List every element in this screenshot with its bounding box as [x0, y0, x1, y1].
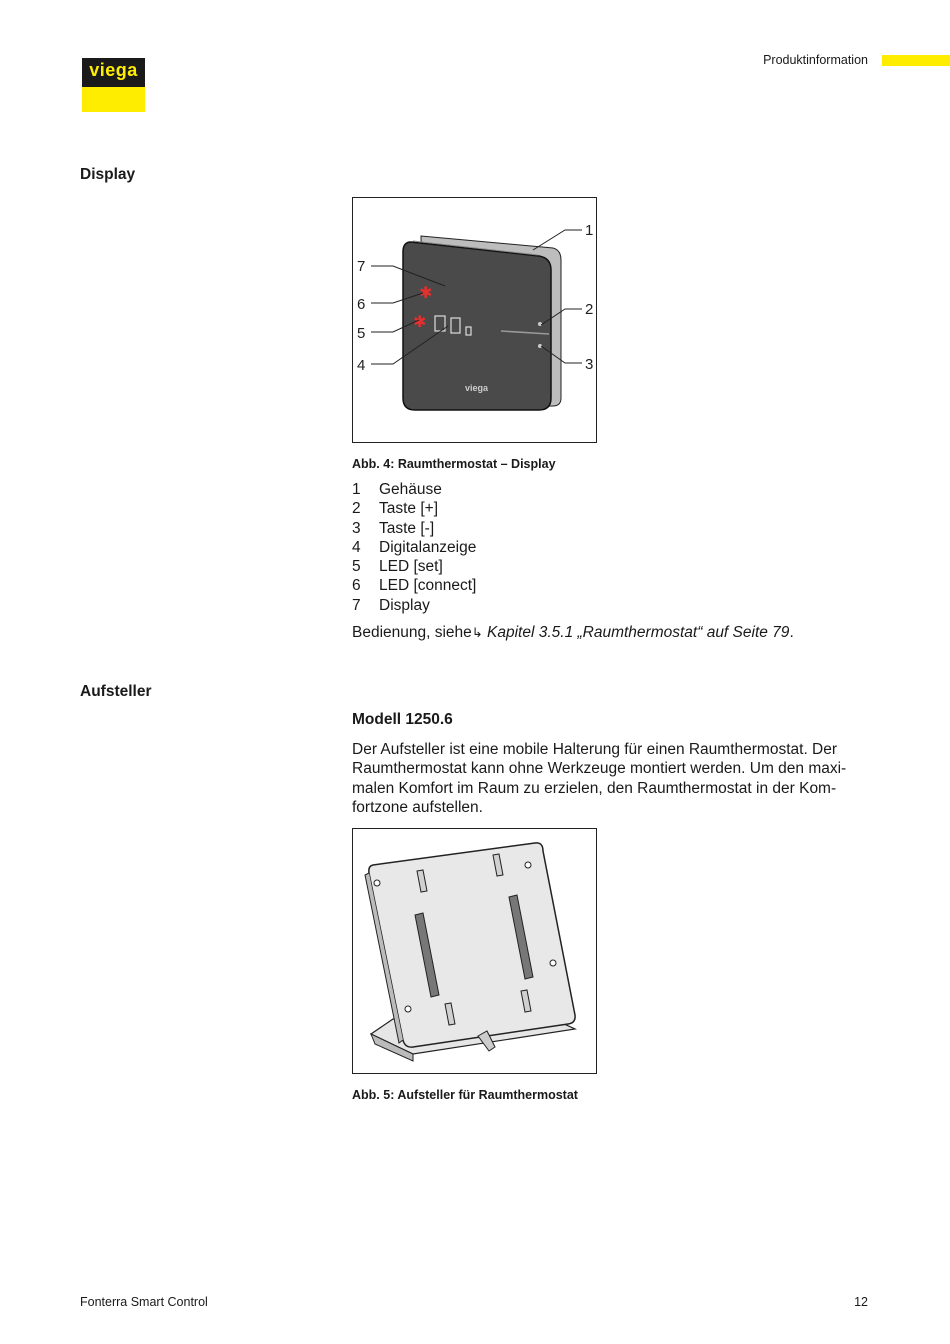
- callout-5: 5: [357, 325, 366, 342]
- logo-text: viega: [89, 60, 138, 80]
- viega-logo: [82, 58, 145, 112]
- reference-prefix: Bedienung, siehe: [352, 624, 472, 641]
- aufsteller-figure: [352, 828, 597, 1074]
- chapter-link[interactable]: Kapitel 3.5.1 „Raumthermostat“ auf Seite 79: [487, 624, 790, 641]
- legend-list: [352, 480, 476, 615]
- callout-1: 1: [585, 222, 594, 239]
- svg-text:✱: ✱: [419, 283, 433, 302]
- thermostat-display-figure: [352, 197, 597, 443]
- callout-6: 6: [357, 296, 366, 313]
- callout-3: 3: [585, 356, 594, 373]
- reference-line: Bedienung, siehe↳ Kapitel 3.5.1 „Raumthermostat“ auf Seite 79.: [352, 624, 794, 641]
- figure-5-caption: Abb. 5: Aufsteller für Raumthermostat: [352, 1088, 578, 1102]
- list-item: 7 Display: [352, 596, 430, 614]
- model-title: Modell 1250.6: [352, 711, 453, 728]
- header-yellow-bar: [882, 55, 950, 66]
- list-item: 3 Taste [-]: [352, 519, 435, 537]
- callout-4: 4: [357, 357, 366, 374]
- device-logo: viega: [465, 383, 489, 393]
- display-section-title: Display: [80, 166, 136, 183]
- list-item: 6 LED [connect]: [352, 577, 477, 595]
- footer-page-number: 12: [854, 1295, 868, 1309]
- callout-7: 7: [357, 258, 366, 275]
- link-arrow-icon: ↳: [471, 625, 483, 640]
- figure-4-caption: Abb. 4: Raumthermostat – Display: [352, 457, 556, 471]
- list-item: 1 Gehäuse: [352, 481, 442, 498]
- aufsteller-description: Der Aufsteller ist eine mobile Halterung für einen Raumthermostat. Der Raumthermostat kann ohne Werkzeuge montiert werden. Um den maxi- malen Komfort im Raum zu erzielen, den Raumthermostat in der Kom- fortzone aufstellen.: [352, 741, 847, 816]
- list-item: 5 LED [set]: [352, 558, 443, 576]
- thermostat-illustration: [353, 198, 596, 442]
- aufsteller-section-title: Aufsteller: [80, 683, 152, 700]
- list-item: 4 Digitalanzeige: [352, 538, 477, 556]
- led-connect-icon: [419, 283, 432, 302]
- footer-product-name: Fonterra Smart Control: [80, 1295, 208, 1309]
- svg-text:✱: ✱: [413, 312, 427, 331]
- stand-illustration: [353, 829, 596, 1073]
- callout-2: 2: [585, 301, 594, 318]
- list-item: 2 Taste [+]: [352, 500, 439, 518]
- header-section-label: Produktinformation: [763, 53, 868, 67]
